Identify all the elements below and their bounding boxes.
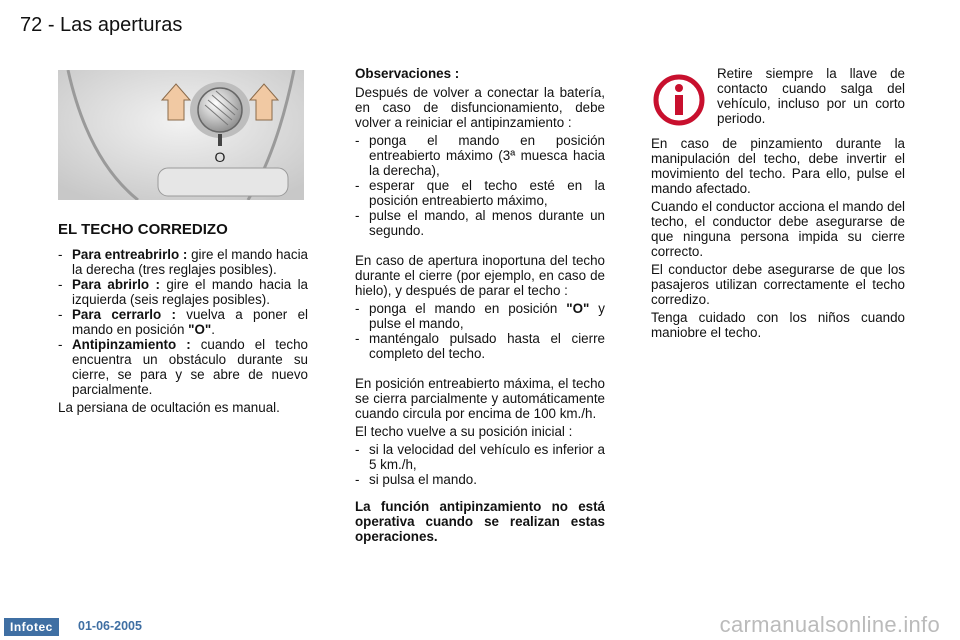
header-separator: - xyxy=(47,14,55,36)
list-item: - ponga el mando en posición "O" y pulse el mando, xyxy=(355,301,605,331)
column-3 xyxy=(651,66,905,343)
column-1 xyxy=(58,222,308,418)
section-heading: EL TECHO CORREDIZO xyxy=(58,221,228,238)
paragraph: Tenga cuidado con los niños cuando maniobre el techo. xyxy=(651,310,905,340)
operation-list xyxy=(58,247,308,397)
list-item: - si pulsa el mando. xyxy=(355,472,605,487)
sunroof-knob-drawing xyxy=(58,70,304,200)
paragraph: En caso de apertura inoportuna del techo durante el cierre (por ejemplo, en caso de hielo), y después de parar el techo : xyxy=(355,253,605,298)
info-box xyxy=(651,66,905,126)
list-item: - esperar que el techo esté en la posición entreabierto máximo, xyxy=(355,178,605,208)
warning-note: La función antipinzamiento no está operativa cuando se realizan estas operaciones. xyxy=(355,499,605,544)
infotec-badge: Infotec xyxy=(4,618,59,636)
knob-position-label: O xyxy=(214,149,226,165)
paragraph: El techo vuelve a su posición inicial : xyxy=(355,424,573,439)
sunroof-control-illustration xyxy=(58,70,304,200)
reset-steps-list xyxy=(355,133,605,238)
observations-heading: Observaciones : xyxy=(355,66,460,81)
list-item: - Para cerrarlo : vuelva a poner el mando en posición "O". xyxy=(58,307,308,337)
info-text: Retire siempre la llave de contacto cuando salga del vehículo, incluso por un corto periodo. xyxy=(717,66,905,126)
courtesy-lamp xyxy=(158,168,288,196)
page-header xyxy=(20,14,182,37)
paragraph: Cuando el conductor acciona el mando del techo, el conductor debe asegurarse de que ninguna persona impida su cierre correcto. xyxy=(651,199,905,259)
list-item: - ponga el mando en posición entreabierto máximo (3ª muesca hacia la derecha), xyxy=(355,133,605,178)
list-item: - Para abrirlo : gire el mando hacia la izquierda (seis reglajes posibles). xyxy=(58,277,308,307)
position-marker xyxy=(218,134,222,146)
list-item: - Para entreabrirlo : gire el mando hacia la derecha (tres reglajes posibles). xyxy=(58,247,308,277)
return-conditions-list xyxy=(355,442,605,487)
section-title: Las aperturas xyxy=(60,14,183,36)
list-item: - Antipinzamiento : cuando el techo encuentra un obstáculo durante su cierre, se para y se abre de nuevo parcialmente. xyxy=(58,337,308,397)
paragraph: El conductor debe asegurarse de que los pasajeros utilizan correctamente el techo corredizo. xyxy=(651,262,905,307)
watermark: carmanualsonline.info xyxy=(719,612,940,637)
page-number: 72 xyxy=(20,14,43,36)
list-item: - pulse el mando, al menos durante un segundo. xyxy=(355,208,605,238)
paragraph: Después de volver a conectar la batería, en caso de disfuncionamiento, debe volver a reiniciar el antipinzamiento : xyxy=(355,85,605,130)
info-icon xyxy=(651,72,707,128)
close-steps-list xyxy=(355,301,605,361)
column-2 xyxy=(355,66,605,547)
footer-date: 01-06-2005 xyxy=(78,619,142,633)
list-item: - manténgalo pulsado hasta el cierre completo del techo. xyxy=(355,331,605,361)
list-item: - si la velocidad del vehículo es inferior a 5 km./h, xyxy=(355,442,605,472)
paragraph: En posición entreabierto máxima, el techo se cierra parcialmente y automáticamente cuando circula por encima de 100 km./h. xyxy=(355,376,605,421)
paragraph: En caso de pinzamiento durante la manipulación del techo, debe invertir el movimiento del techo. Para ello, pulse el mando afectado. xyxy=(651,136,905,196)
blind-note: La persiana de ocultación es manual. xyxy=(58,400,280,415)
